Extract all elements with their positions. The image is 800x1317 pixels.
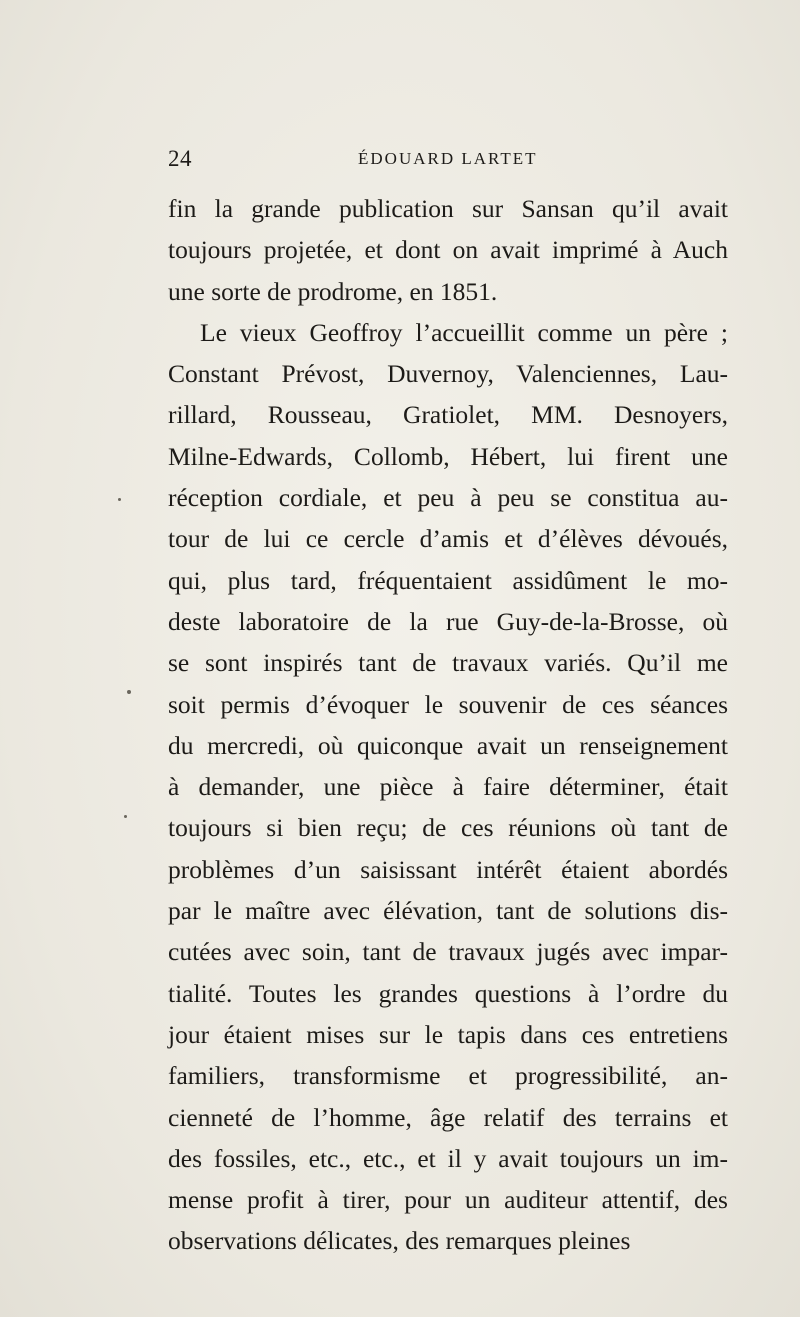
text-line: problèmes d’un saisissant intérêt étaient abordés — [168, 854, 728, 884]
text-line: rillard, Rousseau, Gratiolet, MM. Desnoyers, — [168, 400, 728, 430]
text-line: réception cordiale, et peu à peu se constitua au- — [168, 483, 728, 513]
text-line: Milne-Edwards, Collomb, Hébert, lui firent une — [168, 441, 728, 471]
text-line: deste laboratoire de la rue Guy-de-la-Brosse, où — [168, 606, 728, 636]
paper-speck — [127, 690, 131, 694]
page-header — [168, 146, 728, 176]
text-line: tour de lui ce cercle d’amis et d’élèves dévoués, — [168, 524, 728, 554]
text-line: du mercredi, où quiconque avait un renseignement — [168, 730, 728, 760]
text-line: Constant Prévost, Duvernoy, Valenciennes, Lau- — [168, 359, 728, 389]
body-text — [168, 188, 728, 1262]
text-line: des fossiles, etc., etc., et il y avait toujours un im- — [168, 1143, 728, 1173]
text-line: par le maître avec élévation, tant de solutions dis- — [168, 896, 728, 926]
text-line: tialité. Toutes les grandes questions à l’ordre du — [168, 978, 728, 1008]
text-line: cutées avec soin, tant de travaux jugés avec impar- — [168, 937, 728, 967]
text-line: une sorte de prodrome, en 1851. — [168, 276, 498, 306]
text-line: Le vieux Geoffroy l’accueillit comme un père ; — [200, 317, 728, 347]
text-line: mense profit à tirer, pour un auditeur attentif, des — [168, 1185, 728, 1215]
text-line: observations délicates, des remarques pleines — [168, 1226, 631, 1256]
text-line: à demander, une pièce à faire déterminer, était — [168, 772, 728, 802]
text-line: fin la grande publication sur Sansan qu’il avait — [168, 194, 728, 223]
text-line: soit permis d’évoquer le souvenir de ces séances — [168, 689, 728, 719]
paper-speck — [118, 498, 121, 501]
text-line: toujours projetée, et dont on avait imprimé à Auch — [168, 235, 728, 265]
text-line: familiers, transformisme et progressibilité, an- — [168, 1061, 728, 1091]
text-line: se sont inspirés tant de travaux variés. Qu’il me — [168, 648, 728, 678]
text-line: qui, plus tard, fréquentaient assidûment le mo- — [168, 565, 728, 595]
paper-speck — [124, 815, 127, 818]
text-line: jour étaient mises sur le tapis dans ces entretiens — [168, 1019, 728, 1049]
page-number: 24 — [168, 146, 192, 171]
text-line: toujours si bien reçu; de ces réunions où tant de — [168, 813, 728, 843]
text-line: cienneté de l’homme, âge relatif des terrains et — [168, 1102, 728, 1132]
running-head: ÉDOUARD LARTET — [358, 149, 538, 168]
